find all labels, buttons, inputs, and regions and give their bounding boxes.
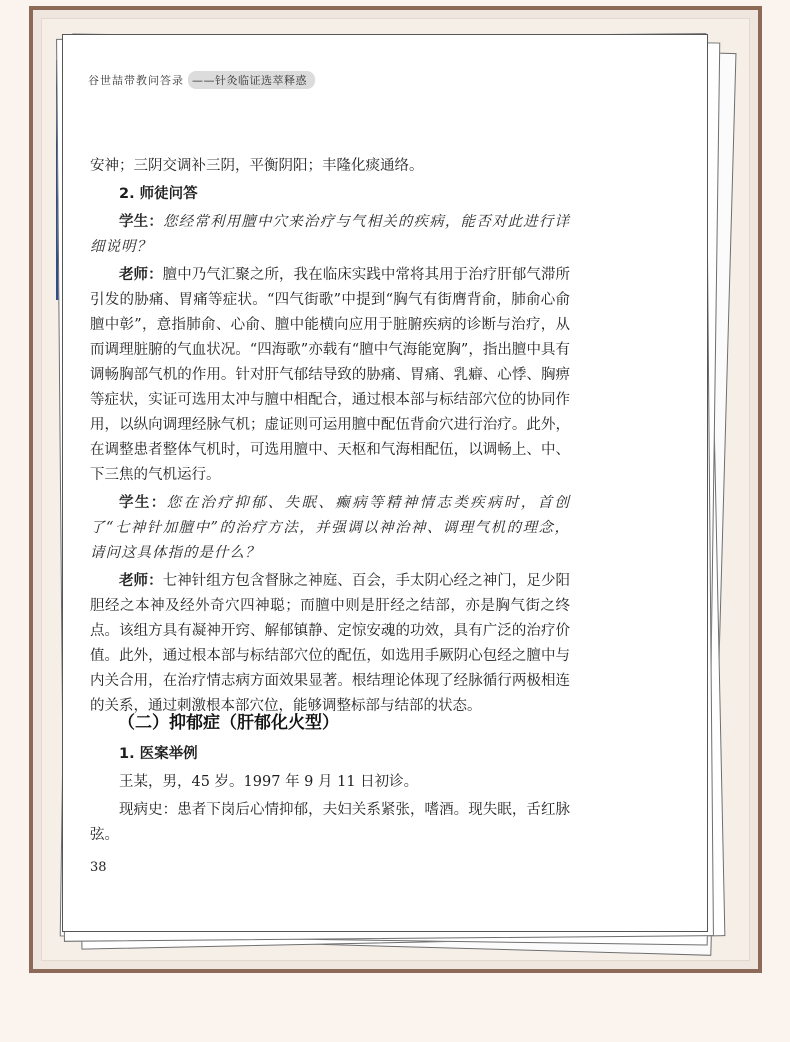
- case-history: 现病史：患者下岗后心情抑郁，夫妇关系紧张，嗜酒。现失眠，舌红脉弦。: [90, 802, 570, 843]
- page-body-top: [90, 154, 570, 719]
- teacher-answer-text: 膻中乃气汇聚之所，我在临床实践中常将其用于治疗肝郁气滞所引发的胁痛、胃痛等症状。“四气街歌”中提到“胸气有街膺背俞，肺俞心俞膻中彰”，意指肺俞、心俞、膻中能横向应用于脏腑疾病的诊断与治疗，从而调理脏腑的气血状况。“四海歌”亦载有“膻中气海能宽胸”，指出膻中具有调畅胸部气机的作用。针对肝气郁结导致的胁痛、胃痛、乳癖、心悸、胸痹等症状，实证可选用太冲与膻中相配合，通过根本部与标结部穴位的协同作用，以纵向调理经脉气机；虚证则可运用膻中配伍背俞穴进行治疗。此外，在调整患者整体气机时，可选用膻中、天枢和气海相配伍，以调畅上、中、下三焦的气机运行。: [90, 267, 571, 483]
- student-question-text: 您在治疗抑郁、失眠、癫病等精神情志类疾病时，首创了“七神针加膻中”的治疗方法，并强调以神治神、调理气机的理念，请问这具体指的是什么？: [90, 495, 571, 561]
- subheading-case: 1. 医案举例: [119, 746, 198, 762]
- teacher-answer-text: 七神针组方包含督脉之神庭、百会，手太阴心经之神门，足少阳胆经之本神及经外奇穴四神聪；而膻中则是肝经之结部，亦是胸气街之终点。该组方具有凝神开窍、解郁镇静、定惊安魂的功效，具有广泛的治疗价值。此外，通过根本部与标结部穴位的配伍，如选用手厥阴心包经之膻中与内关合用，在治疗情志病方面效果显著。根结理论体现了经脉循行两极相连的关系，通过刺激根本部穴位，能够调整标部与结部的状态。: [90, 573, 571, 714]
- student-question-1: [90, 210, 570, 260]
- book-subtitle: ——针灸临证选萃释惑: [188, 71, 315, 89]
- student-question-2: [90, 491, 570, 566]
- teacher-label: 老师：: [119, 267, 163, 283]
- page-body-bottom: [90, 742, 570, 848]
- student-label: 学生：: [119, 495, 167, 511]
- section-heading: （二）抑郁症（肝郁化火型）: [118, 713, 339, 733]
- series-title: 谷世喆带教问答录: [88, 74, 184, 87]
- case-intro: 王某，男，45 岁。1997 年 9 月 11 日初诊。: [119, 774, 419, 790]
- page-number: 38: [90, 860, 107, 875]
- teacher-label: 老师：: [119, 573, 163, 589]
- teacher-answer-1: [90, 263, 570, 488]
- student-question-text: 您经常利用膻中穴来治疗与气相关的疾病，能否对此进行详细说明？: [90, 214, 570, 255]
- student-label: 学生：: [119, 214, 163, 230]
- teacher-answer-2: [90, 569, 570, 719]
- paragraph-continuation: 安神；三阴交调补三阴，平衡阴阳；丰隆化痰通络。: [90, 158, 424, 174]
- subheading-qa: 2. 师徒问答: [119, 186, 198, 202]
- running-head: [88, 72, 315, 88]
